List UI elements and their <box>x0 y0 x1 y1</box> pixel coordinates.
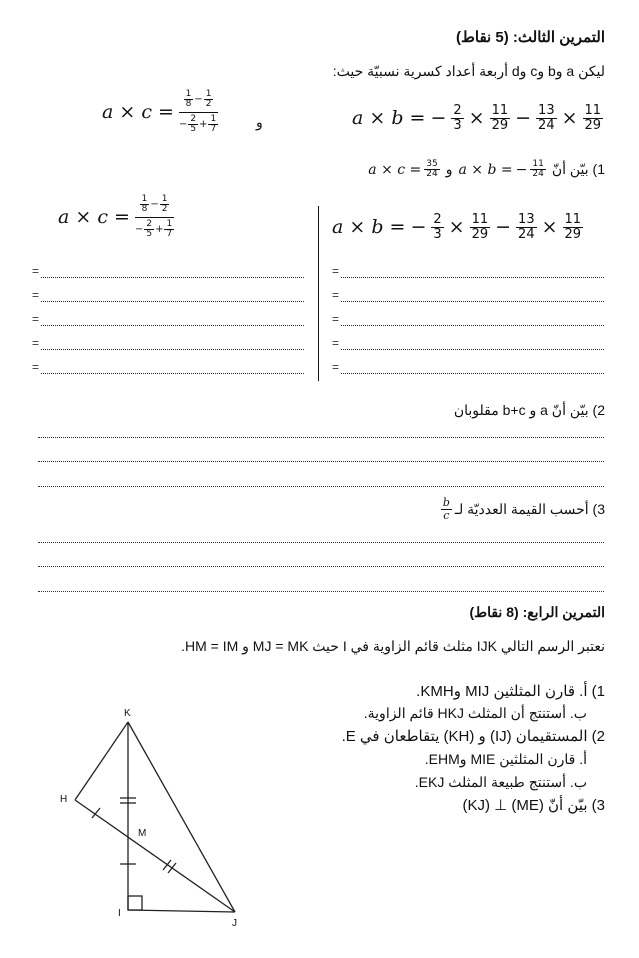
operator: × <box>468 107 485 130</box>
operator: − <box>430 107 447 130</box>
answer-line[interactable] <box>32 312 304 326</box>
result-ac: a × c = $\frac{35}{24}$ <box>368 159 438 180</box>
ex4-item: ب. أستنتج طبيعة المثلث EKJ. <box>414 774 587 790</box>
ex4-item: ب. أستنتج أن المثلث HKJ قائم الزاوية. <box>363 705 587 721</box>
segment-KH <box>75 722 128 800</box>
equals-sign: = <box>32 360 40 374</box>
exercise-4-title: التمرين الرابع: (8 نقاط) <box>469 604 605 620</box>
equals-sign: = <box>32 336 40 350</box>
answer-line[interactable] <box>38 461 604 462</box>
label-M: M <box>138 828 147 839</box>
segment-KJ <box>128 722 235 912</box>
question-3 <box>441 497 605 521</box>
fraction: $\frac{11}{29}$ <box>584 103 602 133</box>
triangle-figure <box>0 690 300 940</box>
answer-line[interactable] <box>332 360 604 374</box>
fraction: $\frac{2}{3}$ <box>453 103 462 133</box>
question-label: 1) بيّن أنّ <box>551 161 605 178</box>
operator: − <box>515 107 532 130</box>
equals-sign: = <box>332 336 340 350</box>
answer-line[interactable] <box>332 264 604 278</box>
label-J: J <box>232 918 237 929</box>
formula-ac-workspace: a × c = $\frac{1}{8}$ − $\frac{1}{2}$ − $\frac{2}{5}$ + $\frac{1}{7}$ <box>58 194 173 240</box>
result-ab: a × b = − $\frac{11}{24}$ <box>458 159 544 180</box>
answer-line[interactable] <box>332 336 604 350</box>
formula-lhs: a × c = <box>102 101 174 124</box>
answer-line[interactable] <box>332 312 604 326</box>
ex4-item: 1) أ. قارن المثلثين MIJ وKMH. <box>416 683 605 700</box>
label-I: I <box>118 908 121 919</box>
exercise-3-intro: ليكن a وb وc وd أربعة أعداد كسرية نسبيّة حيث: <box>332 63 605 79</box>
exercise-4-statement: نعتبر الرسم التالي IJK مثلث قائم الزاوية في I حيث MJ = MK و HM = IM. <box>181 638 605 654</box>
and-word: و <box>256 114 263 130</box>
formula-ab-workspace: a × b = − $\frac{2}{3}$ × $\frac{11}{29}$ − $\frac{13}{24}$ × $\frac{11}{29}$ <box>332 212 582 242</box>
equals-sign: = <box>32 288 40 302</box>
equals-sign: = <box>332 312 340 326</box>
fraction-b-over-c: $\frac{b}{c}$ <box>442 496 450 522</box>
question-2: 2) بيّن أنّ a و b+c مقلوبان <box>453 402 605 418</box>
ex4-item: 2) المستقيمان (IJ) و (KH) يتقاطعان في E. <box>341 728 605 745</box>
answer-line[interactable] <box>32 288 304 302</box>
equals-sign: = <box>32 264 40 278</box>
answer-line[interactable] <box>38 542 604 543</box>
formula-lhs: a × b = <box>352 107 426 130</box>
label-K: K <box>124 708 131 719</box>
formula-ab <box>352 104 603 132</box>
ex4-item: 3) بيّن أنّ (ME) ⊥ (KJ) <box>462 797 605 814</box>
complex-fraction: $\frac{1}{8}$ − $\frac{1}{2}$ − $\frac{2}{5}$ + $\frac{1}{7}$ <box>178 89 217 135</box>
answer-line[interactable] <box>38 566 604 567</box>
question-label: 3) أحسب القيمة العدديّة لـ <box>454 500 605 517</box>
equals-sign: = <box>332 264 340 278</box>
question-1 <box>368 160 605 180</box>
segment-IJ <box>128 910 235 912</box>
answer-line[interactable] <box>32 360 304 374</box>
segment-HJ <box>75 800 235 912</box>
answer-line[interactable] <box>32 336 304 350</box>
answer-line[interactable] <box>332 288 604 302</box>
exercise-3-title: التمرين الثالث: (5 نقاط) <box>456 29 605 46</box>
operator: × <box>561 107 578 130</box>
ex4-item: أ. قارن المثلثين MIE وEHM. <box>424 751 587 767</box>
and-word: و <box>445 161 453 178</box>
answer-line[interactable] <box>32 264 304 278</box>
label-H: H <box>60 794 68 805</box>
right-angle-mark <box>128 896 142 910</box>
answer-line[interactable] <box>38 437 604 438</box>
fraction: $\frac{13}{24}$ <box>538 103 555 133</box>
formula-ac <box>102 90 218 135</box>
equals-sign: = <box>32 312 40 326</box>
column-divider <box>318 206 319 381</box>
equals-sign: = <box>332 360 340 374</box>
fraction: $\frac{11}{29}$ <box>491 103 509 133</box>
answer-line[interactable] <box>38 591 604 592</box>
equals-sign: = <box>332 288 340 302</box>
answer-line[interactable] <box>38 486 604 487</box>
